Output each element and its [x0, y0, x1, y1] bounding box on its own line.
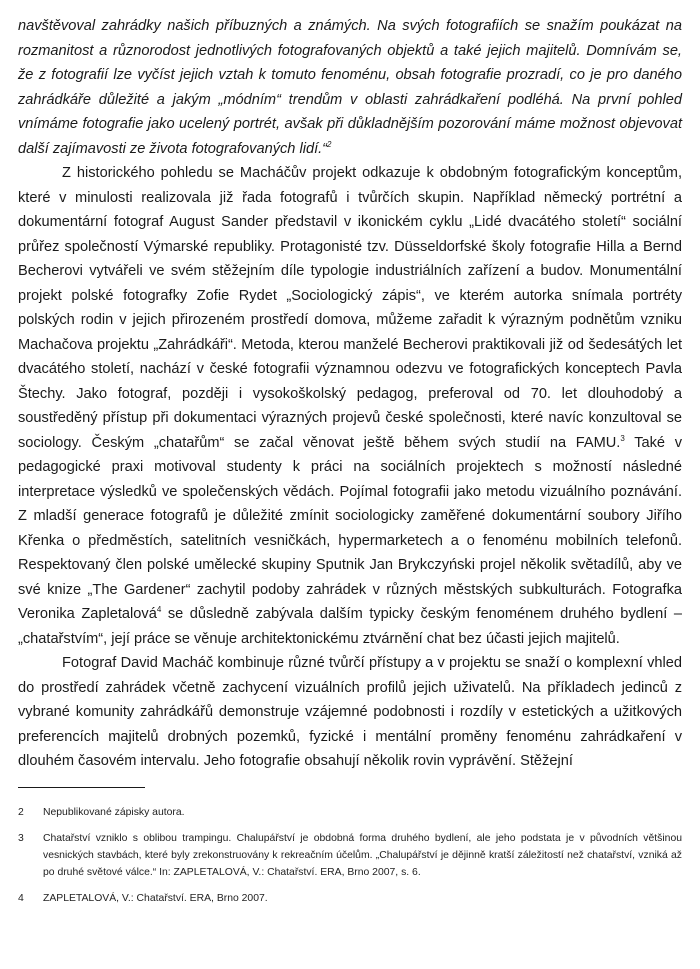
footnote-3 — [18, 830, 682, 881]
footnote-separator — [18, 787, 145, 788]
footnote-2 — [18, 804, 682, 821]
article-body — [18, 14, 682, 774]
photographer-text: Fotograf David Macháč kombinuje různé tvůrčí přístupy a v projektu se snaží o komplexní vhled do prostředí zahrádek včetně zachycení vizuálních profilů jejich uživatelů. Na příkladech jedinců z vybrané komunity zahrádkářů demonstruje vzájemné podobnosti i rozdíly v estetických a užitkových preferencích majitelů drobných pozemků, fyzické i mentální proměny fenoménu zahrádkaření v dlouhém časovém intervalu. Jeho fotografie obsahují několik rovin vyprávění. Stěžejní — [18, 655, 682, 769]
footnote-text: ZAPLETALOVÁ, V.: Chatařství. ERA, Brno 2007. — [43, 893, 268, 904]
history-paragraph — [18, 161, 682, 651]
footnote-text: Nepublikované zápisky autora. — [43, 807, 185, 818]
photographer-paragraph — [18, 651, 682, 774]
footnote-4 — [18, 890, 682, 907]
history-text-part-a: Z historického pohledu se Macháčův projekt odkazuje k obdobným fotografickým konceptům, které v minulosti realizovala již řada fotografů i tvůrčích skupin. Například německý portrétní a dokumentární fotograf August Sander představil v ikonickém cyklu „Lidé dvacátého století“ sociální průřez společností Výmarské republiky. Protagonisté tzv. Düsseldorfské školy fotografie Hilla a Bernd Becherovi vytvářeli ve svém stěžejním díle typologie industriálních zařízení a budov. Monumentální projekt polské fotografky Zofie Rydet „Sociologický zápis“, ve kterém autorka snímala portréty polských rodin v jejich přirozeném prostředí domova, můžeme zařadit k výrazným podnětům vzniku Machačova projektu „Zahrádkáři“. Metoda, kterou manželé Becherovi praktikovali již od šedesátých let dvacátého století, nachází v české fotografii významnou odezvu ve fotografických konceptech Pavla Štechy. Jako fotograf, později i vysokoškolský pedagog, preferoval od 70. let dlouhodobý a soustředěný přístup při dokumentaci výrazných projevů české společnosti, které navíc konzultoval se sociology. Českým „chatařům“ se začal věnovat ještě během svých studií na FAMU. — [18, 165, 682, 451]
footnote-ref-2[interactable]: 2 — [327, 139, 332, 149]
quote-paragraph — [18, 14, 682, 161]
quote-text: navštěvoval zahrádky našich příbuzných a známých. Na svých fotografiích se snažím poukázat na rozmanitost a různorodost jednotlivých fotografovaných objektů a také jejich majitelů. Domnívám se, že z fotografií lze vyčíst jejich vztah k tomuto fenoménu, obsah fotografie prozradí, co je pro daného zahrádkáře důležité a jakým „módním“ trendům v oblasti zahrádkaření podléhá. Na první pohled vnímáme fotografie jako ucelený portrét, avšak při důkladnějším pozorování máme možnost objevovat další zajímavosti ze života fotografovaných lidí.“ — [18, 18, 682, 157]
history-text-part-b: Také v pedagogické praxi motivoval studenty k práci na sociálních projektech s možností následné interpretace výsledků ve společenských vědách. Pojímal fotografii jako metodu vizuálního poznávání. Z mladší generace fotografů je důležité zmínit sociologicky zaměřené dokumentární soubory Jiřího Křenka o předměstích, satelitních vesničkách, hypermarketech a o fenoménu mobilních telefonů. Respektovaný člen polské umělecké skupiny Sputnik Jan Brykczyński projel několik světadílů, aby ve své knize „The Gardener“ zachytil podoby zahrádek v různých městských subkulturách. Fotografka Veronika Zapletalová — [18, 434, 683, 622]
footnotes — [18, 804, 682, 916]
footnote-number: 3 — [18, 833, 24, 844]
footnote-text: Chatařství vzniklo s oblibou trampingu. Chalupářství je obdobná forma druhého bydlení, ale jeho podstata je v původních většinou vesnických stavbách, které byly zrekonstruovány k rekreačním účelům. „Chalupářství je dějinně kratší záležitostí než chatařství, vzniká až po druhé světové válce.“ In: ZAPLETALOVÁ, V.: Chatařství. ERA, Brno 2007, s. 6. — [43, 833, 682, 878]
footnote-ref-3[interactable]: 3 — [620, 433, 625, 443]
footnote-number: 2 — [18, 807, 24, 818]
history-text-part-c: se důsledně zabývala dalším typicky českým fenoménem druhého bydlení – „chatařstvím“, její práce se věnuje architektonickému ztvárnění chat bez účasti jejich majitelů. — [18, 606, 683, 647]
footnote-ref-4[interactable]: 4 — [156, 605, 162, 614]
footnote-number: 4 — [18, 893, 24, 904]
